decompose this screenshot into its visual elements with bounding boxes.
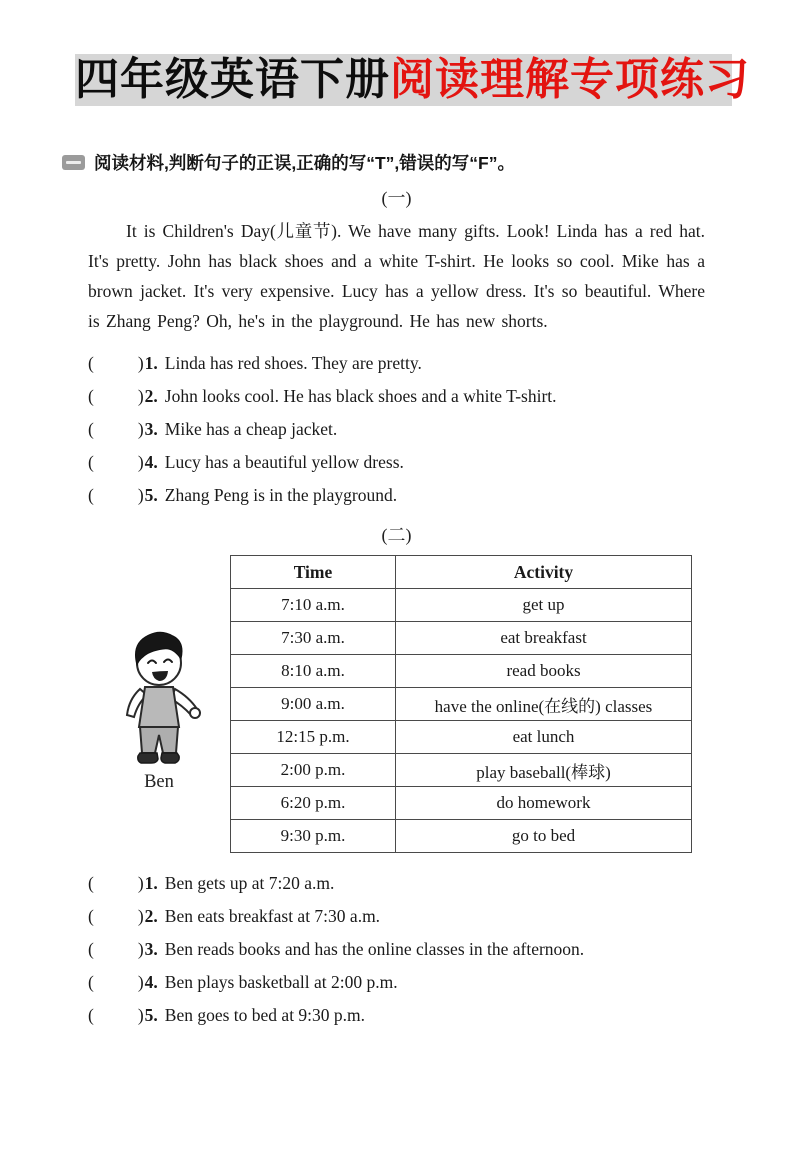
worksheet-page xyxy=(0,54,793,1176)
activity-cell: do homework xyxy=(396,787,692,820)
question-item xyxy=(88,413,793,446)
table-row xyxy=(231,655,692,688)
section1-heading: (一) xyxy=(381,188,412,208)
instruction-row xyxy=(62,150,793,175)
table-header-row xyxy=(231,556,692,589)
time-cell: 12:15 p.m. xyxy=(231,721,396,754)
time-cell: 2:00 p.m. xyxy=(231,754,396,787)
question-text: Zhang Peng is in the playground. xyxy=(164,485,398,505)
character-name: Ben xyxy=(144,772,174,792)
schedule-table xyxy=(230,555,692,853)
question-text: Ben plays basketball at 2:00 p.m. xyxy=(164,972,398,992)
page-title-topic: 阅读理解专项练习 xyxy=(390,55,750,104)
question-item xyxy=(88,933,793,966)
answer-blank: ( ) xyxy=(88,1005,144,1025)
time-cell: 7:30 a.m. xyxy=(231,622,396,655)
activity-cell: go to bed xyxy=(396,820,692,853)
column-header-activity: Activity xyxy=(396,556,692,589)
question-text: Ben reads books and has the online classes in the afternoon. xyxy=(164,939,585,959)
boy-cartoon-illustration xyxy=(107,627,211,765)
question-number: 4. xyxy=(144,452,158,472)
section2-heading: (二) xyxy=(381,525,412,545)
table-row xyxy=(231,589,692,622)
question-text: Lucy has a beautiful yellow dress. xyxy=(164,452,404,472)
question-text: Mike has a cheap jacket. xyxy=(164,419,338,439)
section-bullet-icon xyxy=(62,155,85,170)
time-cell: 7:10 a.m. xyxy=(231,589,396,622)
question-text: Linda has red shoes. They are pretty. xyxy=(164,353,422,373)
question-text: Ben goes to bed at 9:30 p.m. xyxy=(164,1005,366,1025)
answer-blank: ( ) xyxy=(88,485,144,505)
table-row xyxy=(231,721,692,754)
time-cell: 6:20 p.m. xyxy=(231,787,396,820)
question-number: 5. xyxy=(144,1005,158,1025)
question-number: 2. xyxy=(144,906,158,926)
schedule-section xyxy=(0,555,793,853)
activity-cell: have the online(在线的) classes xyxy=(396,688,692,721)
question-text: Ben gets up at 7:20 a.m. xyxy=(164,873,335,893)
question-text: Ben eats breakfast at 7:30 a.m. xyxy=(164,906,381,926)
answer-blank: ( ) xyxy=(88,939,144,959)
answer-blank: ( ) xyxy=(88,906,144,926)
question-item xyxy=(88,380,793,413)
table-row xyxy=(231,622,692,655)
question-item xyxy=(88,966,793,999)
question-item xyxy=(88,900,793,933)
question-number: 3. xyxy=(144,419,158,439)
section1-passage: It is Children's Day(儿童节). We have many gifts. Look! Linda has a red hat. It's pretty. John has black shoes and a white T-shirt. He looks so cool. Mike has a brown jacket. It's very expensive. Lucy has a yellow dress. It's so beautiful. Where is Zhang Peng? Oh, he's in the playground. He has new shorts. xyxy=(88,221,705,331)
question-number: 4. xyxy=(144,972,158,992)
question-item xyxy=(88,867,793,900)
activity-cell: eat breakfast xyxy=(396,622,692,655)
table-row xyxy=(231,787,692,820)
activity-cell: get up xyxy=(396,589,692,622)
answer-blank: ( ) xyxy=(88,353,144,373)
table-row xyxy=(231,688,692,721)
activity-cell: read books xyxy=(396,655,692,688)
question-number: 2. xyxy=(144,386,158,406)
question-number: 1. xyxy=(144,873,158,893)
question-number: 5. xyxy=(144,485,158,505)
time-cell: 9:30 p.m. xyxy=(231,820,396,853)
column-header-time: Time xyxy=(231,556,396,589)
question-number: 3. xyxy=(144,939,158,959)
section2-question-list xyxy=(0,867,793,1032)
character-figure xyxy=(104,627,214,793)
question-item xyxy=(88,446,793,479)
answer-blank: ( ) xyxy=(88,386,144,406)
question-item xyxy=(88,479,793,512)
answer-blank: ( ) xyxy=(88,873,144,893)
question-text: John looks cool. He has black shoes and a white T-shirt. xyxy=(164,386,557,406)
answer-blank: ( ) xyxy=(88,972,144,992)
question-item xyxy=(88,999,793,1032)
section1-question-list xyxy=(0,347,793,512)
activity-cell: eat lunch xyxy=(396,721,692,754)
answer-blank: ( ) xyxy=(88,452,144,472)
time-cell: 8:10 a.m. xyxy=(231,655,396,688)
time-cell: 9:00 a.m. xyxy=(231,688,396,721)
instruction-text: 阅读材料,判断句子的正误,正确的写“T”,错误的写“F”。 xyxy=(94,153,515,173)
page-title-course: 四年级英语下册 xyxy=(75,55,390,104)
page-title xyxy=(75,54,750,106)
question-item xyxy=(88,347,793,380)
table-row xyxy=(231,820,692,853)
table-row xyxy=(231,754,692,787)
question-number: 1. xyxy=(144,353,158,373)
answer-blank: ( ) xyxy=(88,419,144,439)
activity-cell: play baseball(棒球) xyxy=(396,754,692,787)
